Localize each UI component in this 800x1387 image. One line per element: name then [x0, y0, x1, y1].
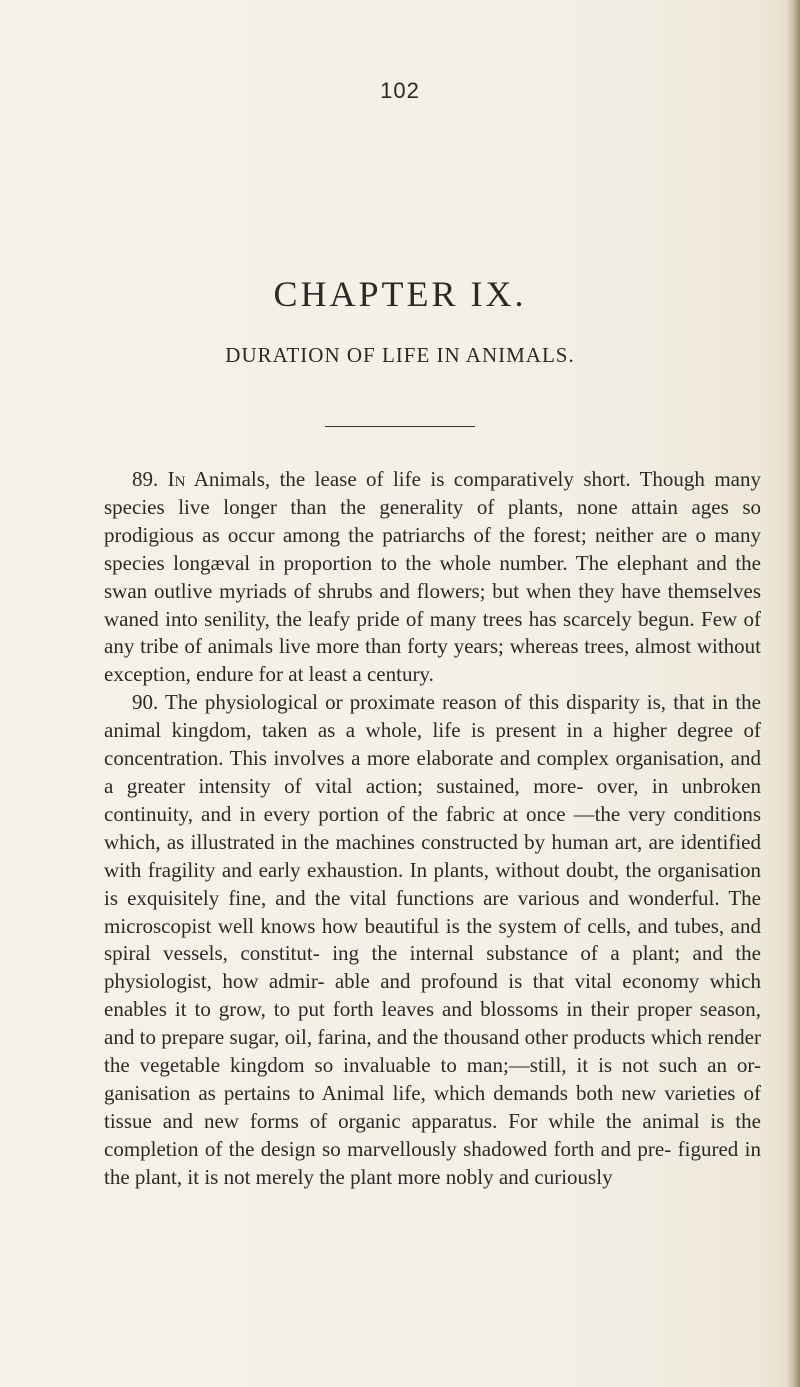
paragraph-90 — [104, 689, 761, 1191]
paragraph-number: 89. — [132, 467, 159, 491]
body-text — [104, 466, 761, 1192]
page-number: 102 — [380, 78, 420, 103]
section-divider — [325, 426, 475, 427]
page-edge-shadow — [786, 0, 800, 1387]
paragraph-text: The physiological or proximate reason of this disparity is, that in the animal kingdom, taken as a whole, life is present in a higher degree of concentration. This involves a more elaborate and complex organisation, and a greater intensity of vital action; sustained, more- over, in unbroken continuity, and in every portion of the fabric at once —the very conditions which, as illustrated in the machines constructed by human art, are identified with fragility and early exhaustion. In plants, without doubt, the organisation is exquisitely fine, and the vital functions are various and wonderful. The microscopist well knows how beautiful is the system of cells, and tubes, and spiral vessels, constitut- ing the internal substance of a plant; and the physiologist, how admir- able and profound is that vital economy which enables it to grow, to put forth leaves and blossoms in their proper season, and to prepare sugar, oil, farina, and the thousand other products which render the vegetable kingdom so invaluable to man;—still, it is not such an or- ganisation as pertains to Animal life, which demands both new varieties of tissue and new forms of organic apparatus. For while the animal is the completion of the design so marvellously shadowed forth and pre- figured in the plant, it is not merely the plant more nobly and curiously — [104, 690, 761, 1189]
paragraph-lead: In — [167, 467, 186, 491]
paragraph-number: 90. — [132, 690, 159, 715]
chapter-title: CHAPTER IX. — [273, 274, 527, 314]
paragraph-text: Animals, the lease of life is comparatively short. Though many species live longer than the generality of plants, none attain ages so prodigious as occur among the patriarchs of the forest; neither are o many species longæval in proportion to the whole number. The elephant and the swan outlive myriads of shrubs and flowers; but when they have themselves waned into senility, the leafy pride of many trees has scarcely begun. Few of any tribe of animals live more than forty years; whereas trees, almost without exception, endure for at least a century. — [104, 467, 761, 687]
chapter-subtitle: DURATION OF LIFE IN ANIMALS. — [225, 343, 575, 367]
paragraph-89 — [104, 466, 761, 689]
